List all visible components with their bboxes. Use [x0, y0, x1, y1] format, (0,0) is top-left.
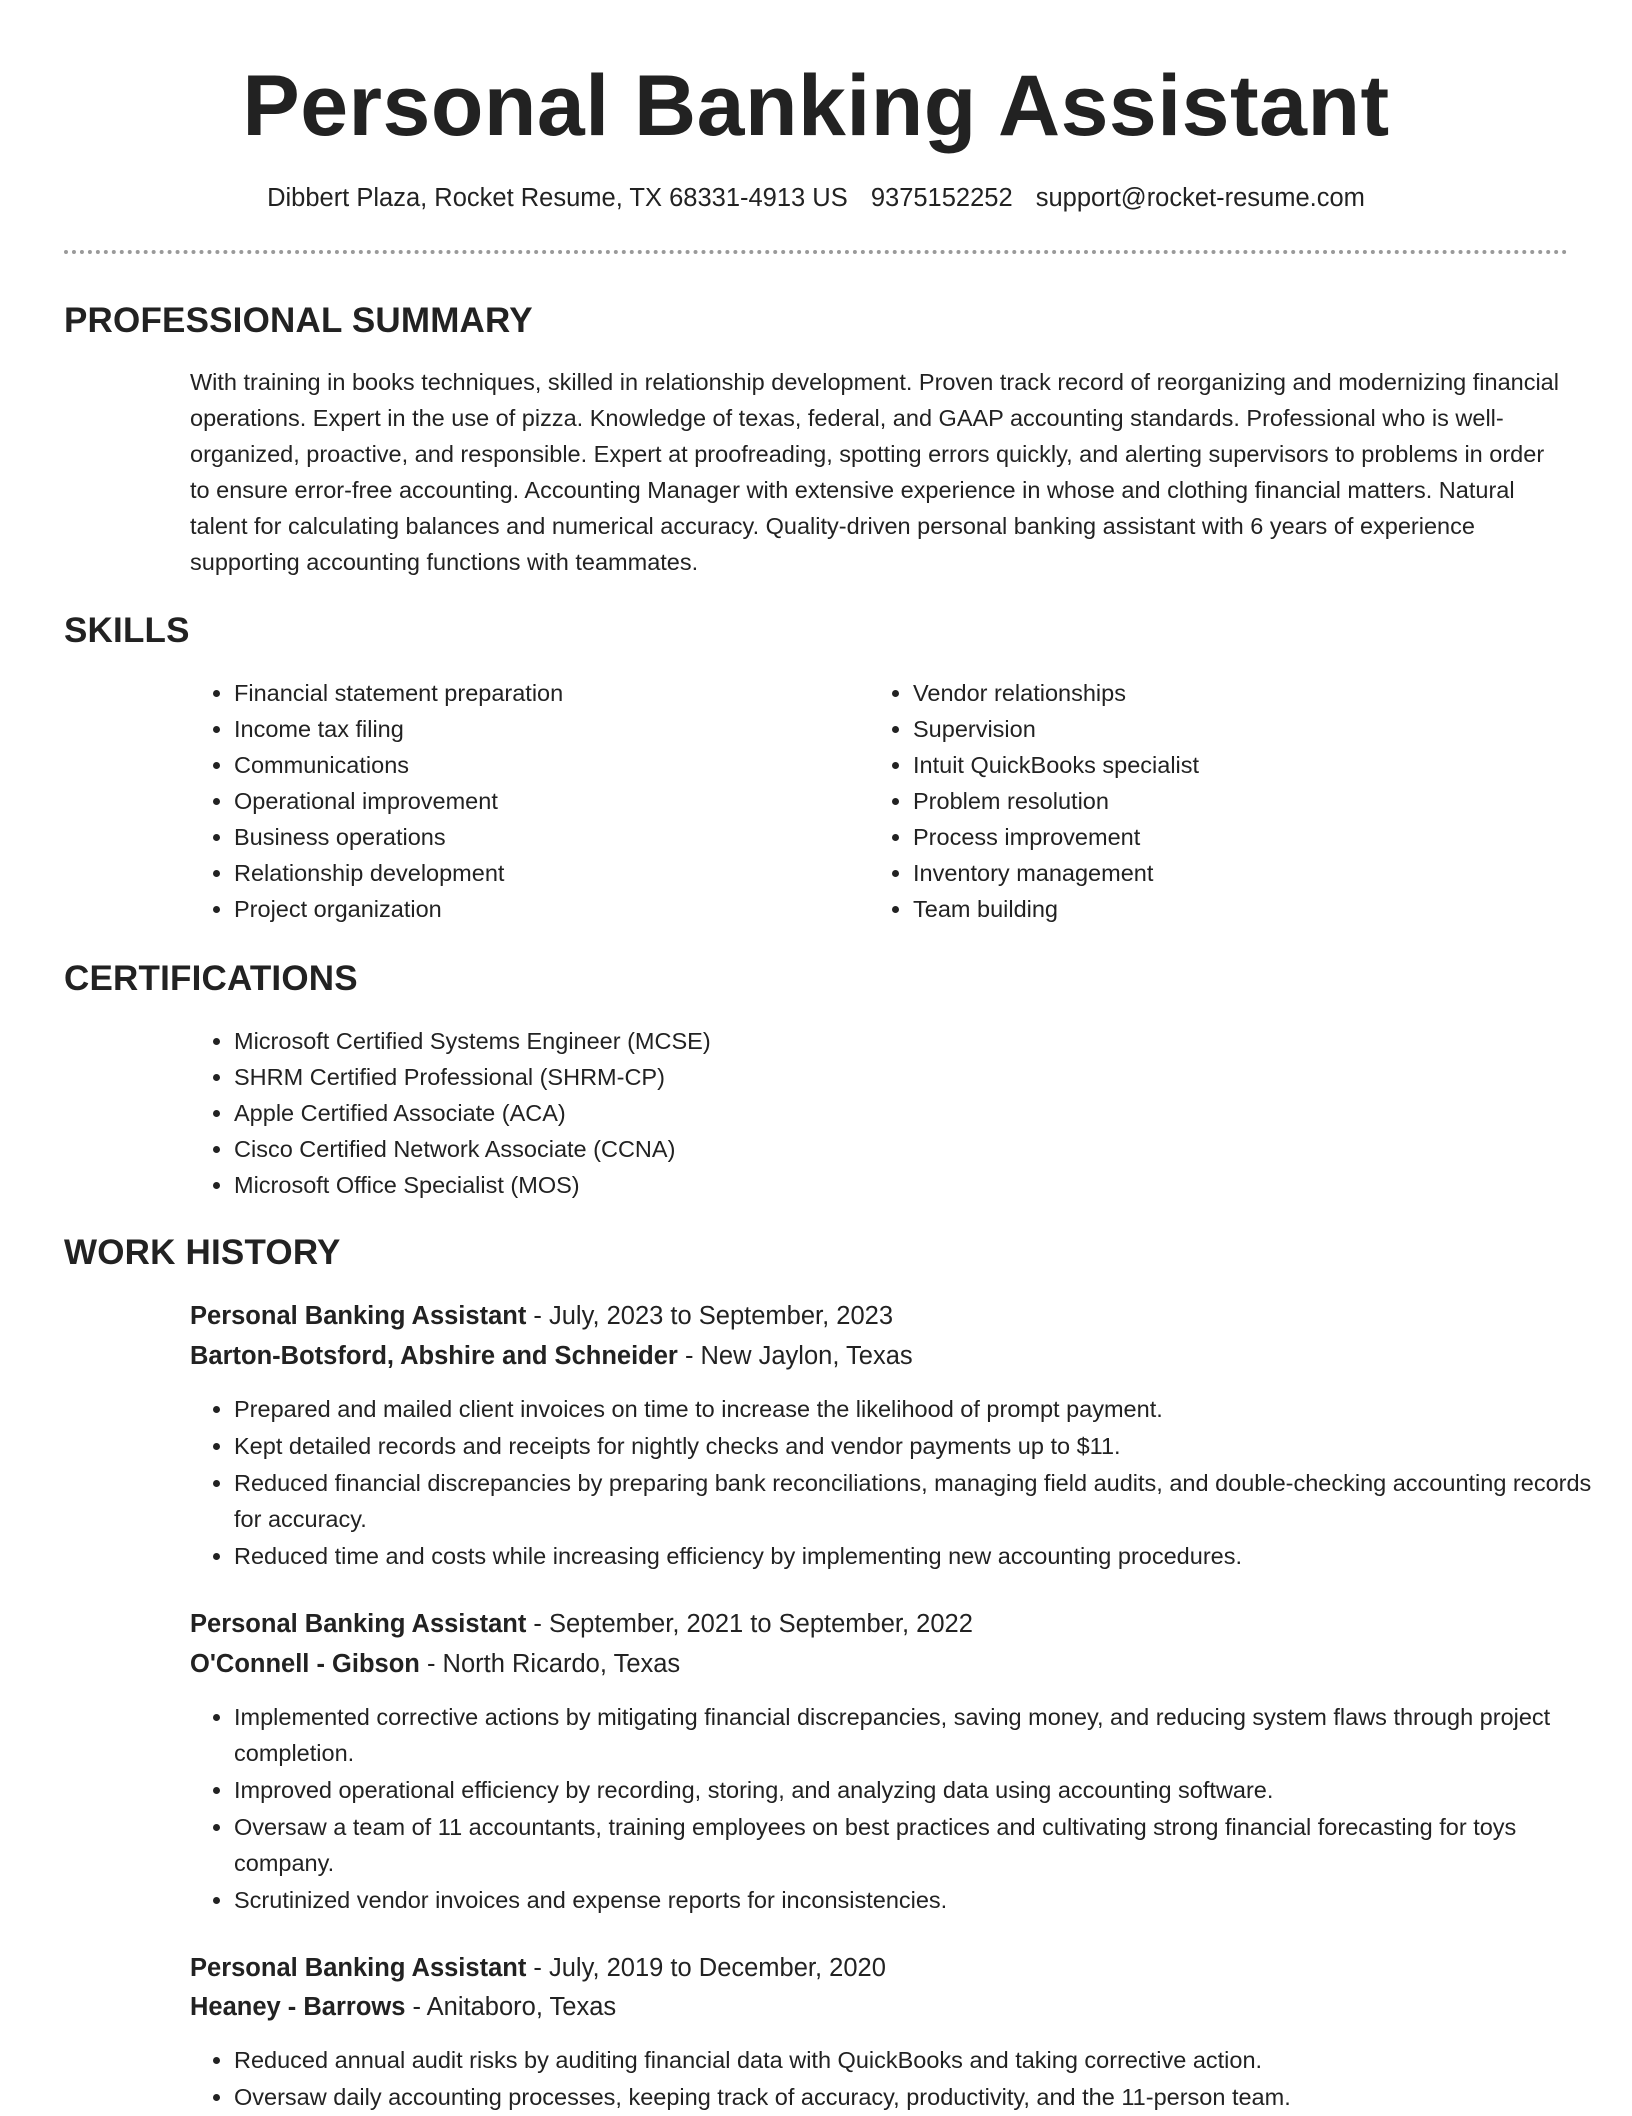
- certifications-heading: CERTIFICATIONS: [64, 959, 358, 998]
- skills-heading: SKILLS: [64, 611, 190, 650]
- job-title: Personal Banking Assistant: [190, 1610, 527, 1638]
- job-title-line: [190, 1300, 893, 1332]
- contact-phone: 9375152252: [870, 184, 1013, 212]
- contact-line: [0, 182, 1632, 214]
- summary-text: With training in books techniques, skilled in relationship development. Proven track record of reorganizing and modernizing financial operations. Expert in the use of pizza. Knowledge of texas, federal, and GAAP accounting standards. Professional who is well-organized, proactive, and responsible. Expert at proofreading, spotting errors quickly, and alerting supervisors to problems in order to ensure error-free accounting. Accounting Manager with extensive experience in whose and clothing financial matters. Natural talent for calculating balances and numerical accuracy. Quality-driven personal banking assistant with 6 years of experience supporting accounting functions with teammates.: [190, 369, 1559, 575]
- job-bullet: • Prepared and mailed client invoices on time to increase the likelihood of prompt payment.: [234, 1391, 1614, 1427]
- job-bullet: • Implemented corrective actions by mitigating financial discrepancies, saving money, and reducing system flaws through project completion.: [234, 1699, 1614, 1771]
- skill-item: • Supervision: [913, 711, 1533, 747]
- certifications-list: [190, 1023, 1534, 1203]
- skill-item: • Problem resolution: [913, 783, 1533, 819]
- job-company-line: [190, 1340, 913, 1372]
- work-history-heading: WORK HISTORY: [64, 1233, 341, 1272]
- job-bullets: [190, 1391, 1614, 1575]
- skill-item: • Team building: [913, 891, 1533, 927]
- skill-item: • Business operations: [234, 819, 854, 855]
- job-bullet: • Scrutinized vendor invoices and expense reports for inconsistencies.: [234, 1882, 1614, 1918]
- job-bullet: • Kept detailed records and receipts for nightly checks and vendor payments up to $11.: [234, 1428, 1614, 1464]
- job-dates: - July, 2023 to September, 2023: [526, 1302, 894, 1330]
- job-dates: - July, 2019 to December, 2020: [526, 1954, 886, 1982]
- skills-list-left: [190, 675, 854, 927]
- job-bullets: [190, 2042, 1614, 2116]
- certification-item: • Microsoft Office Specialist (MOS): [234, 1167, 1534, 1203]
- skill-item: • Communications: [234, 747, 854, 783]
- skill-item: • Project organization: [234, 891, 854, 927]
- job-bullets: [190, 1699, 1614, 1919]
- job-bullet: • Reduced financial discrepancies by preparing bank reconciliations, managing field audits, and double-checking accounting records for accuracy.: [234, 1465, 1614, 1537]
- skills-list-right: [869, 675, 1533, 927]
- job-title: Personal Banking Assistant: [190, 1302, 527, 1330]
- skill-item: • Vendor relationships: [913, 675, 1533, 711]
- header-divider: [64, 250, 1568, 254]
- job-location: - Anitaboro, Texas: [405, 1993, 617, 2021]
- certification-item: • Cisco Certified Network Associate (CCNA): [234, 1131, 1534, 1167]
- skill-item: • Income tax filing: [234, 711, 854, 747]
- job-location: - New Jaylon, Texas: [677, 1342, 913, 1370]
- job-bullet: • Improved operational efficiency by recording, storing, and analyzing data using accounting software.: [234, 1772, 1614, 1808]
- job-company: Barton-Botsford, Abshire and Schneider: [190, 1342, 678, 1370]
- skill-item: • Operational improvement: [234, 783, 854, 819]
- summary-heading: PROFESSIONAL SUMMARY: [64, 301, 533, 340]
- job-title-line: [190, 1608, 973, 1640]
- certification-item: • SHRM Certified Professional (SHRM-CP): [234, 1059, 1534, 1095]
- job-company: Heaney - Barrows: [190, 1993, 406, 2021]
- certification-item: • Apple Certified Associate (ACA): [234, 1095, 1534, 1131]
- job-title: Personal Banking Assistant: [190, 1954, 527, 1982]
- resume-name: Personal Banking Assistant: [242, 58, 1390, 154]
- job-company-line: [190, 1991, 616, 2023]
- job-company: O'Connell - Gibson: [190, 1650, 420, 1678]
- skill-item: • Relationship development: [234, 855, 854, 891]
- skill-item: • Financial statement preparation: [234, 675, 854, 711]
- job-location: - North Ricardo, Texas: [419, 1650, 681, 1678]
- skill-item: • Process improvement: [913, 819, 1533, 855]
- job-company-line: [190, 1648, 680, 1680]
- contact-email: support@rocket-resume.com: [1035, 184, 1365, 212]
- job-bullet: • Oversaw a team of 11 accountants, training employees on best practices and cultivating strong financial forecasting for toys company.: [234, 1809, 1614, 1881]
- job-dates: - September, 2021 to September, 2022: [526, 1610, 973, 1638]
- job-title-line: [190, 1952, 886, 1984]
- job-bullet: • Oversaw daily accounting processes, keeping track of accuracy, productivity, and the 11-person team.: [234, 2079, 1614, 2115]
- contact-address: Dibbert Plaza, Rocket Resume, TX 68331-4913 US: [267, 184, 848, 212]
- skill-item: • Intuit QuickBooks specialist: [913, 747, 1533, 783]
- job-bullet: • Reduced annual audit risks by auditing financial data with QuickBooks and taking corrective action.: [234, 2042, 1614, 2078]
- job-bullet: • Reduced time and costs while increasing efficiency by implementing new accounting procedures.: [234, 1538, 1614, 1574]
- certification-item: • Microsoft Certified Systems Engineer (MCSE): [234, 1023, 1534, 1059]
- skill-item: • Inventory management: [913, 855, 1533, 891]
